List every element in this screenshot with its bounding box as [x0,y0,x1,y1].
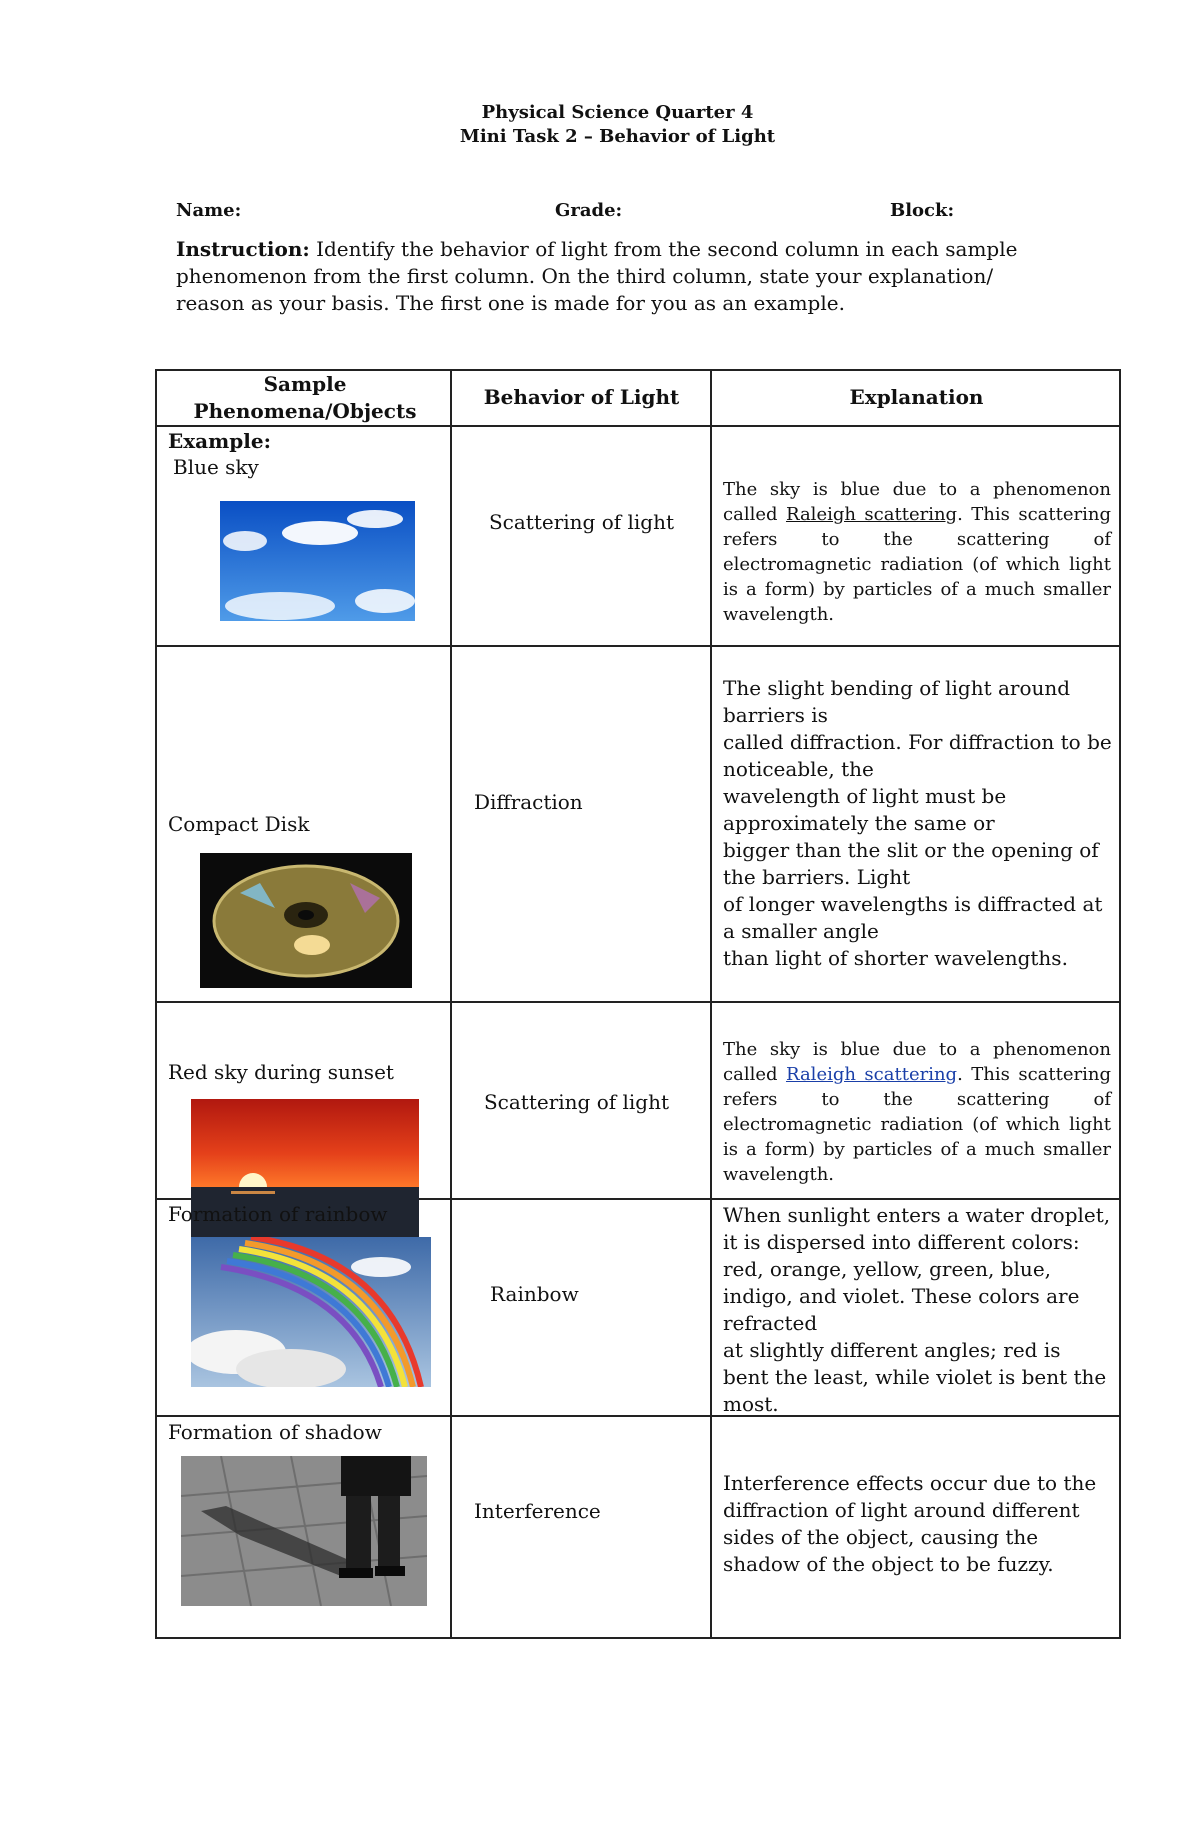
explanation-line: When sunlight enters a water droplet, it is dispersed into different colors: red, orange, yellow, green, blue, indigo, and violet. These colors are refracted [723,1203,1111,1335]
behavior-scattering: Scattering of light [488,510,675,534]
instruction-label: Instruction: [176,237,310,261]
header-behavior: Behavior of Light [483,385,680,409]
explanation-compact-disk [723,675,1115,972]
behavior-rainbow: Rainbow [490,1282,579,1306]
instruction [176,236,1056,317]
raleigh-scattering-link[interactable]: Raleigh scattering [785,504,958,525]
example-label: Example: [168,429,271,453]
explanation-line: called diffraction. For diffraction to be noticeable, the [723,730,1112,781]
block-label: Block: [890,200,955,221]
explanation-text: . This scattering refers to the scattering of electromagnetic radiation (of which light is a form) by particles of a much smaller wavelength. [723,504,1111,625]
explanation-rainbow [723,1202,1111,1418]
blue-sky-image [220,501,415,621]
rainbow-image [191,1237,431,1387]
row-divider [157,1001,1119,1003]
row-divider [157,645,1119,647]
explanation-text: The sky is blue due to a phenomenon called [723,479,1111,525]
explanation-line: Interference effects occur due to the diffraction of light around different sides of the object, causing the shadow of the object to be fuzzy. [723,1471,1097,1576]
phenomenon-red-sky: Red sky during sunset [168,1060,394,1084]
explanation-line: than light of shorter wavelengths. [723,946,1068,970]
instruction-text: Identify the behavior of light from the second column in each sample phenomenon from the first column. On the third column, state your explanation/ reason as your basis. The first one is made for you as an example. [176,237,1018,315]
header-explanation: Explanation [849,385,984,409]
name-label: Name: [176,200,242,221]
phenomenon-blue-sky: Blue sky [173,455,259,479]
column-divider [710,371,712,1637]
explanation-line: wavelength of light must be approximately the same or [723,784,1007,835]
shadow-image [181,1456,427,1606]
explanation-line: The slight bending of light around barriers is [723,676,1071,727]
phenomenon-rainbow: Formation of rainbow [168,1202,388,1226]
compact-disk-image [200,853,412,988]
behavior-diffraction: Diffraction [474,790,583,814]
phenomenon-shadow: Formation of shadow [168,1420,382,1444]
behavior-scattering-sunset: Scattering of light [483,1090,670,1114]
explanation-line: at slightly different angles; red is bent the least, while violet is bent the most. [723,1338,1107,1416]
behavior-table [155,369,1121,1639]
grade-label: Grade: [555,200,623,221]
behavior-interference: Interference [474,1499,601,1523]
column-divider [450,371,452,1637]
explanation-text: The sky is blue due to a phenomenon called [723,1039,1111,1085]
page-subtitle: Mini Task 2 – Behavior of Light [459,126,776,147]
explanation-text: . This scattering refers to the scattering of electromagnetic radiation (of which light is a form) by particles of a much smaller wavelength. [723,1064,1111,1185]
raleigh-scattering-link[interactable]: Raleigh scattering [785,1064,958,1085]
explanation-line: bigger than the slit or the opening of the barriers. Light [723,838,1099,889]
explanation-line: of longer wavelengths is diffracted at a smaller angle [723,892,1103,943]
page-title: Physical Science Quarter 4 [481,102,754,123]
explanation-shadow [723,1470,1115,1578]
phenomenon-compact-disk: Compact Disk [168,812,310,836]
explanation-red-sky [723,1037,1111,1187]
header-phenomena: Sample Phenomena/Objects [193,372,417,423]
explanation-blue-sky [723,477,1111,627]
row-divider [157,425,1119,427]
